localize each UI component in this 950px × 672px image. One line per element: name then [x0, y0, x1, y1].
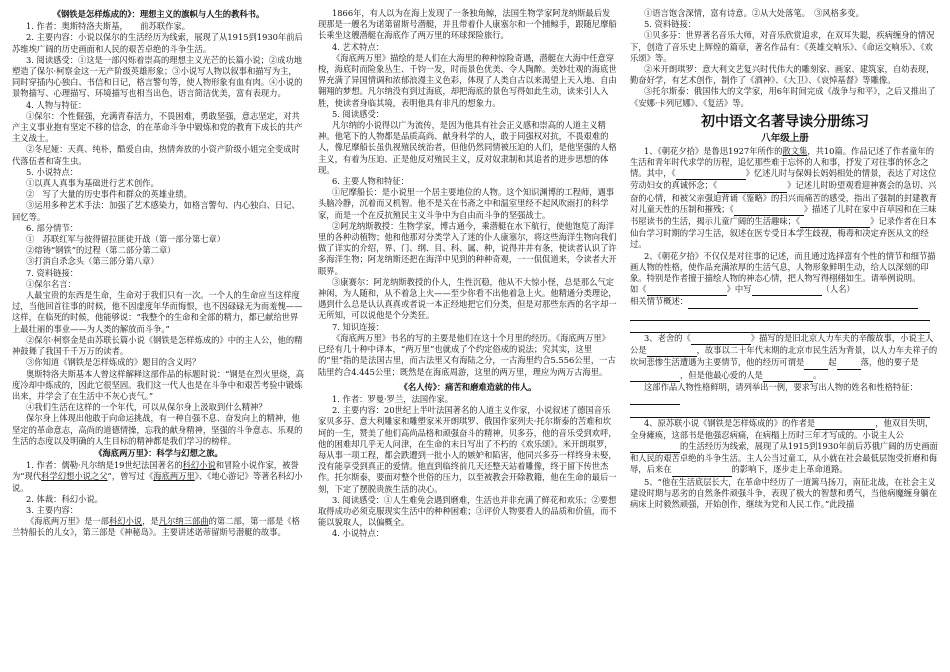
paragraph: 5. 小说特点： [26, 166, 79, 177]
text: 1. 作者：儒勒·凡尔纳是19世纪法国著名的 [26, 460, 183, 471]
answer-blank[interactable] [630, 393, 680, 405]
underlined-term: 散文集 [782, 145, 808, 156]
column-left [12, 8, 305, 666]
paragraph: ①语言饱含深情，富有诗意。②从大处落笔。 ③风格多变。 [644, 8, 864, 18]
paragraph: 4. 人物与特征： [26, 99, 87, 110]
paragraph: ③打消自杀念头（第三部分第八章） [26, 256, 159, 267]
question-4 [630, 418, 940, 477]
underlined-term: 科幻小说 [108, 516, 143, 527]
paragraph: 4. 小说特点： [332, 528, 385, 539]
text: 》、《地心游记》等著名科幻小说。 [12, 471, 303, 493]
paragraph: 3. 主要内容： [26, 504, 79, 515]
paragraph: 6. 主要人物和特征： [332, 176, 409, 187]
paragraph: ③托尔斯泰：俄国伟大的文学家，用6年时间完成《战争与和平》，之后又推出了《安娜·卡列尼娜》、《复活》等。 [630, 86, 936, 108]
text: 的生活经历为线索，展现了从1915到1930年前后苏俄广阔的历史画面和人民的艰苦卓绝的斗争生活。主人公当过童工，从小就在社会最低层饱受折磨和侮辱，后来在 [630, 440, 938, 475]
paragraph: ②米开朗琪罗：意大利文艺复兴时代伟大的雕刻家、画家、建筑家，自幼表现，勤奋好学，有艺术创作，制作了《酒神》、《大卫》、《哀悼基督》等雕像。 [630, 64, 935, 86]
text: 《海底两万里》是一部 [26, 516, 109, 527]
text: 的影响下，逐步走上革命道路。 [731, 464, 848, 475]
text: 《 [729, 203, 734, 214]
paragraph: 7. 知识连接： [332, 321, 385, 332]
paragraph: 3. 阅读感受：①这是一部闪烁着崇高的理想主义光芒的长篇小说；②成功地塑造了保尔·柯察金这一无产阶级英雄形象；③小说写人物以叙事和描写为主，同时穿插内心独白、书信和日记，格言警句等，使人物形象有血有肉。④小说的景物描写、心理描写、环境描写也相当出色，语言简洁优美，富有表现力。 [12, 54, 303, 99]
text: 》记录作者在日本仙台学习时期的学习生活，叙述在医专受日本学生歧视，梅毒和决定弃医从文的经过。 [630, 216, 937, 250]
text: 落，他的要子是 [860, 357, 919, 368]
answer-line [630, 309, 940, 321]
paragraph: ② 写了大量的历史事件和群众的英雄业绩。 [26, 189, 192, 200]
column-middle [318, 8, 618, 666]
answer-blank[interactable] [630, 309, 930, 321]
question-3 [630, 333, 940, 382]
text: 相关情节概述： [630, 296, 689, 307]
paragraph: ①贝多芬：世界著名音乐大师，对音乐欣赏追求，在双耳失聪，疾病缠身的情况下，创造了音乐史上辉煌的篇章，著名作品有：《英雄交响乐》、《命运交响乐》、《欢乐颂》等。 [630, 30, 935, 63]
text: ，故事以二十年代末期的北京市民生活为背景，以人力车夫祥子的坎坷悲惨生活遭遇为主要情节，他的经历可谓是 [630, 345, 938, 368]
paragraph: 2. 主要内容：小说以保尔的生活经历为线索，展现了从1915到1930年前后苏维埃广阔的历史画面和人民的艰苦卓绝的斗争生活。 [12, 32, 303, 54]
answer-blank[interactable] [630, 441, 680, 453]
paragraph: ②保尔·柯察金是由苏联长篇小说《钢铁是怎样炼成的》中的主人公，他的精神鼓舞了我国千千万万的读者。 [12, 334, 303, 357]
paragraph-author [12, 460, 305, 494]
answer-line [630, 321, 940, 333]
paragraph: ①保尔：个性倔强，充满青春活力，不畏困难，勇敢坚强，意志坚定，对共产主义事业抱有坚定不移的信念，的在革命斗争中锻炼和党的教育下成长的共产主义战士。 [12, 110, 303, 144]
underlined-term: 科幻小说 [182, 460, 216, 471]
text: ，是 [142, 516, 159, 527]
paragraph: ① 苏联红军与彼得留拉匪徒开战（第一部分第七章） [26, 234, 226, 245]
question-3-followup [630, 382, 940, 405]
answer-blank[interactable] [630, 321, 930, 333]
paragraph: ④我们生活在这样的一个年代，可以从保尔身上汲取到什么精神？ [26, 402, 267, 413]
answer-blank[interactable] [676, 168, 746, 180]
answer-blank[interactable] [800, 216, 870, 228]
paragraph: 2. 体裁：科幻小说。 [26, 493, 103, 504]
column-right [630, 8, 940, 666]
section-title-biographies: 《名人传》：痛苦和磨难造就的伟人。 [399, 381, 537, 392]
answer-blank[interactable] [688, 296, 918, 308]
paragraph: 5. 资料链接： [644, 19, 697, 30]
paragraph: ②冬尼娅：天真、纯朴，酷爱自由，热情奔放的小资产阶级小姐完全变成时代落伍者和寄生虫。 [12, 144, 300, 166]
paragraph: ①保尔名言： [26, 278, 76, 289]
paragraph-content [12, 516, 305, 538]
answer-blank[interactable] [804, 357, 828, 369]
paragraph: 1. 作者：奥斯特洛夫斯基， 前苏联作家。 [26, 21, 191, 32]
paragraph: 1866年，有人以为在海上发现了一条独角鲸，法国生物学家阿龙纳斯最后发现那是一艘名为诺第留斯号潜艇，并且带着仆人康塞尔和一个捕鲸手，跟随尼摩船长乘坐这艘潜艇在海底作了两万里的环球探险旅行。 [318, 8, 617, 41]
text: 》描写的是旧北京人力车夫的辛酸故事，小说主人公是 [630, 333, 934, 356]
question-2: 2、《朝花夕拾》不仅仅是对往事的记述，而且通过选择富有个性的情节和细节描画人物的性格，使作品充满浓厚的生活气息，人物形象鲜明生动，给人以深刻的印象。特别是作者擅于描绘人物的神态心情，把人物写得栩栩如生。请举例说明。 [630, 250, 936, 284]
answer-blank[interactable] [647, 284, 727, 296]
paragraph: ③康赛尔：阿龙纳斯教授的仆人，生性沉稳，他从不大惊小怪，总是那么气定神闲，为人随和，从不着急上火——至少你看不出他着急上火。他精通分类理论，遇到什么总是认认真真或者说一本正经地把它们分类，但是对那些东西的名字却一无所知，可以说他是个分类狂。 [318, 276, 617, 321]
answer-blank[interactable] [630, 370, 680, 382]
answer-blank[interactable] [717, 180, 787, 192]
answer-blank[interactable] [815, 418, 875, 430]
paragraph: 4. 艺术特点： [332, 41, 385, 52]
answer-line [630, 405, 940, 417]
text: 》记述儿时盼望观看迎神赛会的急切、兴奋的心情，和被父亲强迫背诵《鉴略》的扫兴而痛苦的感受，指出了强制的封建教育对儿童天性的压制和摧残； [630, 180, 937, 214]
underlined-term: 科学幻想小说之父 [41, 471, 108, 482]
underlined-term: 凡尔纳三部曲 [158, 516, 209, 527]
paragraph: 3. 阅读感受：①人生难免会遇到磨难，生活也并非充满了鲜花和欢乐；②要想取得成功必须克服现实生活中的种种困难；③评价人物要看人的品质和价值，而不能以貌取人，以偏概全。 [318, 494, 617, 528]
paragraph: 1. 作者：罗曼·罗兰，法国作家。 [332, 393, 454, 404]
paragraph: ②熔铸“钢铁”的过程（第二部分第二章） [26, 245, 176, 256]
text: ，他双目失明，全身瘫痪，这部书是他强忍病痛，在病榻上历时三年才写成的。小说主人公 [630, 417, 934, 440]
paragraph: 保尔身上体现出他敢于向命运挑战，有一种自强不息、奋发向上的精神，他坚定的革命意志，高尚的道德情操，忘我的献身精神，坚强的斗争意志、乐观的生活的态度以及明确的人生目标的精神都是我们学习的榜样。 [12, 413, 303, 446]
answer-blank[interactable] [691, 333, 751, 345]
paragraph: ③运用多种艺术手法：加强了艺术感染力，如格言警句、内心独白、日记、回忆等。 [12, 200, 300, 222]
text: （人名） [821, 284, 855, 295]
text: 和冒险小说作家，被誉为“现代 [12, 460, 299, 482]
answer-blank[interactable] [672, 464, 732, 476]
underlined-term: 海底两万里 [153, 471, 195, 482]
paragraph: ②阿龙纳斯教授：生物学家，博古通今，乘潜艇在水下航行，使他饱览了海洋里的各种动植物；他和他那对分类学入了迷的仆人康塞尔，将这些海洋生物向我们做了详实的介绍，界、门、纲、目、科、属、种，说得井井有条，使读者认识了许多海洋生物；阿龙纳斯还把在海洋中见到的种种奇观，一一侃侃道来，令读者大开眼界。 [318, 220, 617, 276]
text: 4、原苏联小说《钢铁是怎样炼成的》的作者是 [644, 417, 816, 428]
text: 》中写 [726, 284, 752, 295]
text: 的第二部，第一部是《格兰特船长的儿女》，第三部是《神秘岛》。主要讲述诺蒂留斯号潜艇的故事。 [12, 516, 300, 538]
text: 这部作品人物性格鲜明，请列举出一例，要求写出人物的姓名和性格特征： [644, 381, 918, 392]
paragraph: ①尼摩船长：是小说里一个居主要地位的人物。这个知识渊博的工程师，遇事头脑冷静，沉着而又机智。他不是关在书斋之中和温室里经不起风吹雨打的科学家，而是一个在反抗殖民主义斗争中为自由而斗争的坚强战士。 [318, 187, 615, 220]
paragraph: 凡尔纳的小说得以广为流传，是因为他具有社会正义感和崇高的人道主义精神。他笔下的人物都是品质高尚、献身科学的人，敢于同强权对抗，不畏艰难的人，像尼摩船长虽仇视殖民统治者，但他仍然同情被压迫的人们，是他坚强的人格主义，有着为压迫、正是他反对殖民主义，反对奴隶制和其追者的进步思想的体现。 [318, 120, 617, 175]
answer-blank[interactable] [647, 345, 697, 357]
question-2-answer-line [630, 284, 940, 296]
text: ”，曾写过《 [107, 471, 154, 482]
paragraph: 《海底两万里》描绘的是人们在大海里的种种惊险奇遇，潜艇在大海中任意穿梭，海底时而险象丛生、千钧一发，时而景色优美、令人陶醉。美妙壮观的海底世界充满了异国情调和浓郁浪漫主义色彩，体现了人类自古以来渴望上天入地、自由翱翔的梦想。凡尔纳没有到过海底，却把海底的景色写得如此生动，读来引人入胜，使读者身临其境，表明他具有非凡的想象力。 [318, 52, 617, 108]
text: ，共10篇。作品记述了作者童年的生活和青年时代求学的历程，追忆那些难于忘怀的人和事，抒发了对往事的怀念之情。其中，《 [630, 145, 935, 179]
paragraph: 7. 资料链接： [26, 267, 79, 278]
section-title-steel: 《钢铁是怎样炼成的》：理想主义的旗帜与人生的教科书。 [52, 9, 265, 19]
text: 》忆述儿时与保姆长妈妈相处的情景，表达了对这位劳动妇女的真诚怀念；《 [630, 168, 937, 191]
text: 起 [828, 357, 837, 368]
worksheet-title: 初中语文名著导读分册练习 [701, 113, 869, 130]
answer-blank[interactable] [630, 405, 930, 417]
text: 3、老舍的《 [644, 333, 691, 344]
answer-blank[interactable] [763, 370, 813, 382]
text: 》描述了儿时在家中百草园和在三味书屋读书的生活，揭示儿童广阔的生活趣味；《 [630, 203, 937, 227]
text: 1、《朝花夕拾》是鲁迅1927年所作的 [644, 145, 783, 156]
text: 如《 [630, 284, 647, 295]
question-5: 5、“他在生活底层长大，在革命中经历了一道篱马扬刀，南征北战，在社会主义建设时期与恶劣的自然条件顽强斗争，表现了极大的智慧和勇气，当他病魔缠身躺在病床上时毅然顽强，开始创作，继续为党和人民工作。”此段描 [630, 476, 937, 509]
paragraph: 奥斯特洛夫斯基本人曾这样解释这部作品的标题时说：“钢是在烈火里烧，高度冷却中炼成的，因此它很坚固。我们这一代人也是在斗争中和艰苦考验中锻炼出来，并学会了在生活中不灰心丧气。” [12, 368, 305, 401]
question-2-summary-line [630, 296, 940, 308]
paragraph: ③你知道《钢铁是怎样炼成的》题目的含义吗？ [26, 357, 201, 368]
answer-blank[interactable] [752, 284, 822, 296]
paragraph: 人最宝贵的东西是生命，生命对于我们只有一次。一个人的生命应当这样度过，当他回首往事的时候，他不因虚度年华而悔恨，也不因碌碌无为而羞愧——这样，在临死的时候，他能够说：“我整个的生命和全部的精力，都已献给世界上最壮丽的事业——为人类的解放而斗争。” [12, 290, 303, 334]
paragraph: ①以真人真事为基础进行艺术创作。 [26, 178, 159, 189]
paragraph: 2. 主要内容：20世纪上半叶法国著名的人道主义作家，小说叙述了德国音乐家贝多芬、意大利雕家和雕塑家米开朗琪罗、俄国作家列夫·托尔斯泰的苦难和坎坷的一生，赞美了他们高尚品格和顽强奋斗的精神，贝多芬，他的音乐受到欢呼，他的困难却几乎无人问津，在生命的末日写出了不朽的《欢乐颂》。米开朗琪罗，每从事一项工程，都会跌遭到一批小人的嫉妒和陷害，他同兴多芬一样终身未娶，没有能享受到真正的爱情。他直到临终前几天还整天站着雕像，终于留下传世杰作。托尔斯泰，要面对整个世俗的压力，以至被教会开除教籍，他在生命的最后一刻，下定了摆脱贵族生活的决心。 [318, 405, 617, 494]
section-title-20000-leagues: 《海底两万里》：科学与幻想之旅。 [94, 447, 223, 458]
answer-blank[interactable] [734, 204, 804, 216]
text: ，但是他最心爱的人是 [680, 369, 763, 380]
paragraph: 6. 部分情节： [26, 222, 79, 233]
text: 。 [812, 369, 822, 380]
answer-blank[interactable] [837, 357, 861, 369]
paragraph: 5. 阅读感受： [332, 108, 385, 119]
paragraph: 《海底两万里》书名的写的主要是他们在这十个月里的经历。《海底两万里》已经有几十种中译本，“两万里”也就成了个约定俗成的说法；究其实，这里的“里”指的是法国古里，而古法里又有海陆之分，一古海里约合5.556公里，一古陆里约合4.445公里；既然是在海底周游，这里的两万里，理应为两万古海里。 [318, 332, 616, 377]
worksheet-subtitle: 八年级上册 [761, 132, 809, 144]
question-1 [630, 146, 940, 251]
